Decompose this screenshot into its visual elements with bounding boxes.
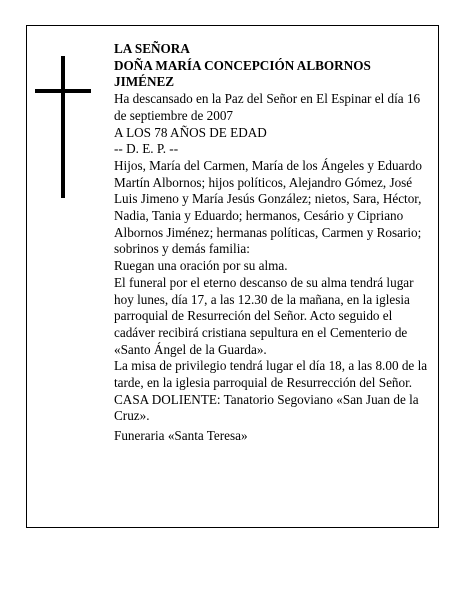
- casa-doliente: CASA DOLIENTE: Tanatorio Segoviano «San Juan de la Cruz».: [114, 391, 419, 424]
- deceased-name: DOÑA MARÍA CONCEPCIÓN ALBORNOS JIMÉNEZ: [114, 57, 371, 90]
- cross-vertical-bar: [61, 56, 65, 198]
- funeral-home: Funeraria «Santa Teresa»: [114, 428, 248, 444]
- mass-details: La misa de privilegio tendrá lugar el día 18, a las 8.00 de la tarde, en la iglesia parroquial de Resurrección del Señor.: [114, 358, 428, 391]
- family-list: Hijos, María del Carmen, María de los Ángeles y Eduardo Martín Albornos; hijos políticos, Alejandro Gómez, José Luis Jimeno y María Jesús González; nietos, Sara, Héctor, Nadia, Tania y Eduardo; hermanos, Cesário y Cipriano Albornos Jiménez; hermanas políticas, Carmen y Rosario; sobrinos y demás familia:: [114, 157, 422, 257]
- funeral-details: El funeral por el eterno descanso de su alma tendrá lugar hoy lunes, día 17, a las 12.30 de la mañana, en la iglesia parroquial de Resurreción del Señor. Acto seguido el cadáver recibirá cristiana sepultura en el Cementerio de «Santo Ángel de la Guarda».: [114, 274, 414, 357]
- prayer-request: Ruegan una oración por su alma.: [114, 258, 288, 274]
- title-line-1: LA SEÑORA: [114, 41, 190, 56]
- obituary-text: [114, 41, 430, 445]
- cross-icon: [35, 56, 91, 198]
- age-statement: A LOS 78 AÑOS DE EDAD: [114, 124, 267, 140]
- obituary-notice: [26, 25, 439, 528]
- cross-horizontal-bar: [35, 89, 91, 93]
- death-statement: Ha descansado en la Paz del Señor en El Espinar el día 16 de septiembre de 2007: [114, 91, 421, 123]
- rip-line: -- D. E. P. --: [114, 141, 179, 157]
